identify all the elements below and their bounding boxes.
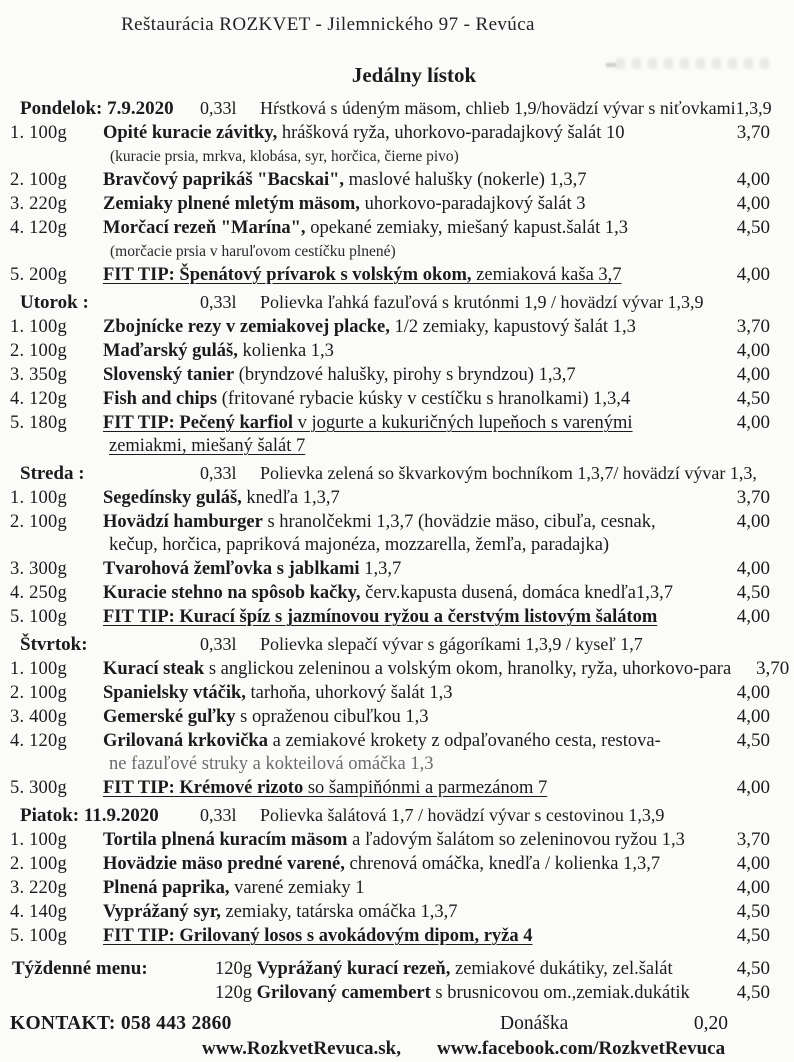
- item-sides: s hranolčekmi 1,3,7 (hovädzie mäso, cibuľa, cesnak,: [262, 512, 656, 532]
- weekly-menu-section: [10, 957, 770, 1005]
- item-qty: 2. 100g: [10, 170, 67, 190]
- day-section-utorok: [10, 290, 770, 458]
- item-name: Tortila plnená kuracím mäsom: [103, 830, 348, 850]
- item-price: 4,00: [736, 682, 770, 703]
- item-sides: s brusnicovou om.,zemiak.dukátik: [430, 983, 690, 1003]
- item-continuation: kečup, horčica, papriková majonéza, mozzarella, žemľa, paradajka): [109, 535, 610, 555]
- menu-item-row: [10, 681, 770, 705]
- item-sides: so šampiňónmi a parmezánom 7: [303, 778, 548, 798]
- item-name: Vyprážaný kurací rezeň,: [256, 959, 451, 979]
- item-sides: červ.kapusta dusená, domáca knedľa1,3,7: [360, 583, 673, 603]
- item-desc: [103, 340, 712, 363]
- day-label: Piatok: 11.9.2020: [20, 805, 159, 826]
- item-desc: [103, 582, 712, 605]
- item-continuation: zemiakmi, miešaný šalát 7: [109, 436, 306, 456]
- item-price: 4,00: [736, 877, 770, 898]
- item-name: Kurací steak: [103, 659, 205, 679]
- day-label: Pondelok: 7.9.2020: [20, 98, 174, 119]
- menu-item-row: [10, 486, 770, 510]
- item-desc: [103, 487, 712, 510]
- item-desc: [103, 682, 712, 705]
- menu-item-row: [10, 510, 770, 534]
- day-header-row: [10, 461, 770, 486]
- item-price: 4,50: [736, 982, 770, 1003]
- website-url: www.RozkvetRevuca.sk,: [202, 1038, 401, 1059]
- item-qty: 3. 350g: [10, 365, 67, 385]
- item-price: 4,00: [736, 511, 770, 532]
- item-desc: [103, 264, 712, 287]
- item-sides: s opraženou cibuľkou 1,3: [235, 707, 429, 727]
- item-price: 4,50: [736, 958, 770, 979]
- item-sides: maslové halušky (nokerle) 1,3,7: [344, 170, 587, 190]
- footer-links-row: [202, 1036, 770, 1062]
- menu-item-row: [10, 852, 770, 876]
- delivery-price: 0,20: [693, 1013, 728, 1034]
- item-name: FIT TIP: Špenátový prívarok s volským okom,: [103, 265, 472, 285]
- menu-item-row: [10, 121, 770, 145]
- item-sides: chrenová omáčka, knedľa / kolienka 1,3,7: [344, 854, 661, 874]
- item-qty: 5. 100g: [10, 926, 67, 946]
- item-price: 3,70: [736, 829, 770, 850]
- day-section-piatok: [10, 803, 770, 948]
- item-qty: 5. 200g: [10, 265, 67, 285]
- item-qty: 4. 120g: [10, 218, 67, 238]
- item-name: Morčací rezeň "Marína",: [103, 218, 306, 238]
- item-name: Plnená paprika,: [103, 878, 230, 898]
- item-sides: uhorkovo-paradajkový šalát 3: [359, 194, 586, 214]
- item-qty: 3. 220g: [10, 194, 67, 214]
- page-title: Jedálny lístok: [351, 63, 477, 87]
- item-name: Maďarský guláš,: [103, 341, 238, 361]
- item-name: Fish and chips: [103, 389, 218, 409]
- item-name: FIT TIP: Grilovaný losos s avokádovým dipom, ryža 4: [103, 926, 533, 946]
- item-name: Grilovaný camembert: [256, 983, 431, 1003]
- item-sides: varené zemiaky 1: [229, 878, 365, 898]
- menu-item-row: [10, 168, 770, 192]
- menu-item-row: [10, 828, 770, 852]
- item-desc: [103, 558, 712, 581]
- item-price: 4,00: [736, 169, 770, 190]
- item-price: 3,70: [736, 316, 770, 337]
- item-qty: 1. 100g: [10, 123, 67, 143]
- item-qty: 120g: [215, 959, 257, 979]
- item-name: Bravčový paprikáš "Bacskai",: [103, 170, 345, 190]
- item-price: 4,50: [736, 582, 770, 603]
- item-desc: [103, 388, 712, 411]
- item-desc: [103, 511, 712, 534]
- day-section-streda: [10, 461, 770, 629]
- item-name: Grilovaná krkovička: [103, 731, 268, 751]
- menu-item-row-fit-tip: [10, 776, 770, 800]
- item-desc: [103, 730, 712, 753]
- day-label: Štvrtok:: [20, 634, 88, 655]
- item-price: 3,70: [736, 122, 770, 143]
- item-sides: zemiakové dukátiky, zel.šalát: [450, 959, 673, 979]
- item-name: Tvarohová žemľovka s jablkami: [103, 559, 360, 579]
- item-qty: 2. 100g: [10, 512, 67, 532]
- day-header-row: [10, 632, 770, 657]
- item-desc: [103, 193, 712, 216]
- item-sides: (fritované rybacie kúsky v cestíčku s hranolkami) 1,3,4: [217, 389, 631, 409]
- item-price: 3,70: [755, 658, 790, 679]
- item-price: 4,50: [736, 217, 770, 238]
- item-desc: [103, 316, 712, 339]
- soup-volume: 0,33l: [200, 463, 237, 483]
- item-sides: zemiaky, tatárska omáčka 1,3,7: [220, 902, 458, 922]
- item-sides: opekané zemiaky, miešaný kapust.šalát 1,3: [305, 218, 629, 238]
- item-qty: 4. 250g: [10, 583, 67, 603]
- item-desc: [103, 853, 712, 876]
- item-price: 4,00: [736, 853, 770, 874]
- item-qty: 5. 300g: [10, 778, 67, 798]
- item-sides: v jogurte a kukuričných lupeňoch s varenými: [292, 413, 633, 433]
- item-desc: [103, 829, 712, 852]
- menu-item-row: [10, 339, 770, 363]
- item-note: (kuracie prsia, mrkva, klobása, syr, horčica, čierne pivo): [110, 148, 459, 165]
- item-name: Kuracie stehno na spôsob kačky,: [103, 583, 361, 603]
- soup-volume: 0,33l: [200, 98, 237, 118]
- item-qty: 4. 120g: [10, 389, 67, 409]
- menu-item-row-fit-tip: [10, 605, 770, 629]
- item-sides: 1,3,7: [359, 559, 402, 579]
- item-price: 4,00: [736, 364, 770, 385]
- item-desc: [215, 958, 712, 981]
- item-qty: 1. 100g: [10, 830, 67, 850]
- soup-volume: 0,33l: [200, 805, 237, 825]
- item-desc: [103, 877, 712, 900]
- item-qty: 1. 100g: [10, 317, 67, 337]
- menu-item-row: [10, 705, 770, 729]
- scan-smudge-dot: [606, 63, 616, 67]
- item-desc: [103, 925, 712, 948]
- item-name: Hovädzie mäso predné varené,: [103, 854, 345, 874]
- menu-item-row: [10, 557, 770, 581]
- item-qty: 2. 100g: [10, 341, 67, 361]
- facebook-url: www.facebook.com/RozkvetRevuca: [436, 1038, 726, 1059]
- item-qty: 5. 180g: [10, 413, 67, 433]
- soup-volume: 0,33l: [200, 292, 237, 312]
- item-sides: 1/2 zemiaky, kapustový šalát 1,3: [389, 317, 636, 337]
- item-price: 4,50: [736, 730, 770, 751]
- item-sides: tarhoňa, uhorkový šalát 1,3: [245, 683, 453, 703]
- footer-contact-row: [10, 1012, 770, 1036]
- item-qty: 4. 120g: [10, 731, 67, 751]
- item-price: 3,70: [736, 487, 770, 508]
- menu-item-row: [10, 581, 770, 605]
- item-desc: [103, 901, 712, 924]
- item-desc: [103, 364, 712, 387]
- item-price: 4,50: [736, 388, 770, 409]
- soup-description: Polievka zelená so škvarkovým bochníkom 1,3,7/ hovädzí vývar 1,3,: [260, 463, 757, 483]
- scan-smudge: [616, 58, 776, 69]
- item-desc: [103, 169, 712, 192]
- item-name: Opité kuracie závitky,: [103, 123, 278, 143]
- item-qty: 120g: [215, 983, 257, 1003]
- item-qty: 5. 100g: [10, 607, 67, 627]
- item-name: Segedínsky guláš,: [103, 488, 242, 508]
- weekly-menu-label: Týždenné menu:: [12, 958, 148, 979]
- day-label: Utorok :: [20, 292, 89, 313]
- item-note: (morčacie prsia v haruľovom cestíčku plnené): [110, 243, 396, 260]
- item-name: Vyprážaný syr,: [103, 902, 221, 922]
- item-sides: knedľa 1,3,7: [241, 488, 340, 508]
- item-sides: (bryndzové halušky, pirohy s bryndzou) 1,3,7: [234, 365, 576, 385]
- item-desc: [103, 658, 731, 681]
- day-header-row: [10, 290, 770, 315]
- item-price: 4,00: [736, 264, 770, 285]
- item-qty: 1. 100g: [10, 659, 67, 679]
- item-name: FIT TIP: Kurací špíz s jazmínovou ryžou a čerstvým listovým šalátom: [103, 607, 658, 627]
- contact-phone: KONTAKT: 058 443 2860: [10, 1013, 232, 1034]
- item-price: 4,50: [736, 925, 770, 946]
- item-desc: [215, 982, 712, 1005]
- weekly-menu-row: [10, 981, 770, 1005]
- item-desc: [103, 777, 712, 800]
- menu-item-row-fit-tip: [10, 263, 770, 287]
- menu-item-row: [10, 900, 770, 924]
- item-qty: 2. 100g: [10, 854, 67, 874]
- restaurant-header: Reštaurácia ROZKVET - Jilemnického 97 - Revúca: [121, 14, 535, 35]
- menu-item-row-fit-tip: [10, 924, 770, 948]
- item-qty: 2. 100g: [10, 683, 67, 703]
- menu-item-row-fit-tip: [10, 411, 770, 435]
- item-qty: 4. 140g: [10, 902, 67, 922]
- item-qty: 3. 400g: [10, 707, 67, 727]
- item-desc: [103, 606, 712, 629]
- menu-item-row: [10, 729, 770, 753]
- item-sides: hrášková ryža, uhorkovo-paradajkový šalát 10: [277, 123, 625, 143]
- weekly-menu-row: [10, 957, 770, 981]
- item-price: 4,00: [736, 558, 770, 579]
- item-qty: 3. 220g: [10, 878, 67, 898]
- menu-item-row: [10, 876, 770, 900]
- item-qty: 3. 300g: [10, 559, 67, 579]
- item-name: Slovenský tanier: [103, 365, 235, 385]
- soup-description: Polievka šalátová 1,7 / hovädzí vývar s cestovinou 1,3,9: [260, 805, 665, 825]
- item-desc: [103, 122, 712, 145]
- day-header-row: [10, 96, 770, 121]
- item-sides: a zemiakové krokety z odpaľovaného cesta, restova-: [267, 731, 661, 751]
- delivery-label: Donáška: [500, 1013, 569, 1034]
- item-desc: [103, 412, 712, 435]
- item-name: FIT TIP: Krémové rizoto: [103, 778, 304, 798]
- soup-description: Hŕstková s údeným mäsom, chlieb 1,9/hovädzí vývar s niťovkami1,3,9: [260, 98, 772, 118]
- item-price: 4,00: [736, 340, 770, 361]
- menu-item-row: [10, 315, 770, 339]
- day-header-row: [10, 803, 770, 828]
- item-desc: [103, 217, 712, 240]
- soup-volume: 0,33l: [200, 634, 237, 654]
- menu-item-row: [10, 387, 770, 411]
- item-price: 4,50: [736, 901, 770, 922]
- item-price: 4,00: [736, 412, 770, 433]
- item-continuation: ne fazuľové struky a kokteilová omáčka 1,3: [109, 754, 434, 774]
- item-sides: kolienka 1,3: [237, 341, 334, 361]
- menu-item-row: [10, 192, 770, 216]
- menu-item-row: [10, 363, 770, 387]
- item-sides: zemiaková kaša 3,7: [471, 265, 622, 285]
- day-section-pondelok: [10, 96, 770, 287]
- item-name: Hovädzí hamburger: [103, 512, 263, 532]
- item-name: Spanielsky vtáčik,: [103, 683, 246, 703]
- menu-item-row: [10, 657, 790, 681]
- day-section-stvrtok: [10, 632, 790, 800]
- item-price: 4,00: [736, 606, 770, 627]
- item-price: 4,00: [736, 777, 770, 798]
- item-name: FIT TIP: Pečený karfiol: [103, 413, 293, 433]
- item-name: Zemiaky plnené mletým mäsom,: [103, 194, 360, 214]
- item-price: 4,00: [736, 706, 770, 727]
- item-desc: [103, 706, 712, 729]
- item-sides: a ľadovým šalátom so zeleninovou ryžou 1,3: [347, 830, 685, 850]
- soup-description: Polievka ľahká fazuľová s krutónmi 1,9 / hovädzí vývar 1,3,9: [260, 292, 704, 312]
- item-sides: s anglickou zeleninou a volským okom, hranolky, ryža, uhorkovo-para: [204, 659, 732, 679]
- item-qty: 1. 100g: [10, 488, 67, 508]
- item-name: Zbojnícke rezy v zemiakovej placke,: [103, 317, 390, 337]
- item-price: 4,00: [736, 193, 770, 214]
- menu-item-row: [10, 216, 770, 240]
- soup-description: Polievka slepačí vývar s gágoríkami 1,3,9 / kyseľ 1,7: [260, 634, 643, 654]
- day-label: Streda :: [20, 463, 85, 484]
- item-name: Gemerské guľky: [103, 707, 236, 727]
